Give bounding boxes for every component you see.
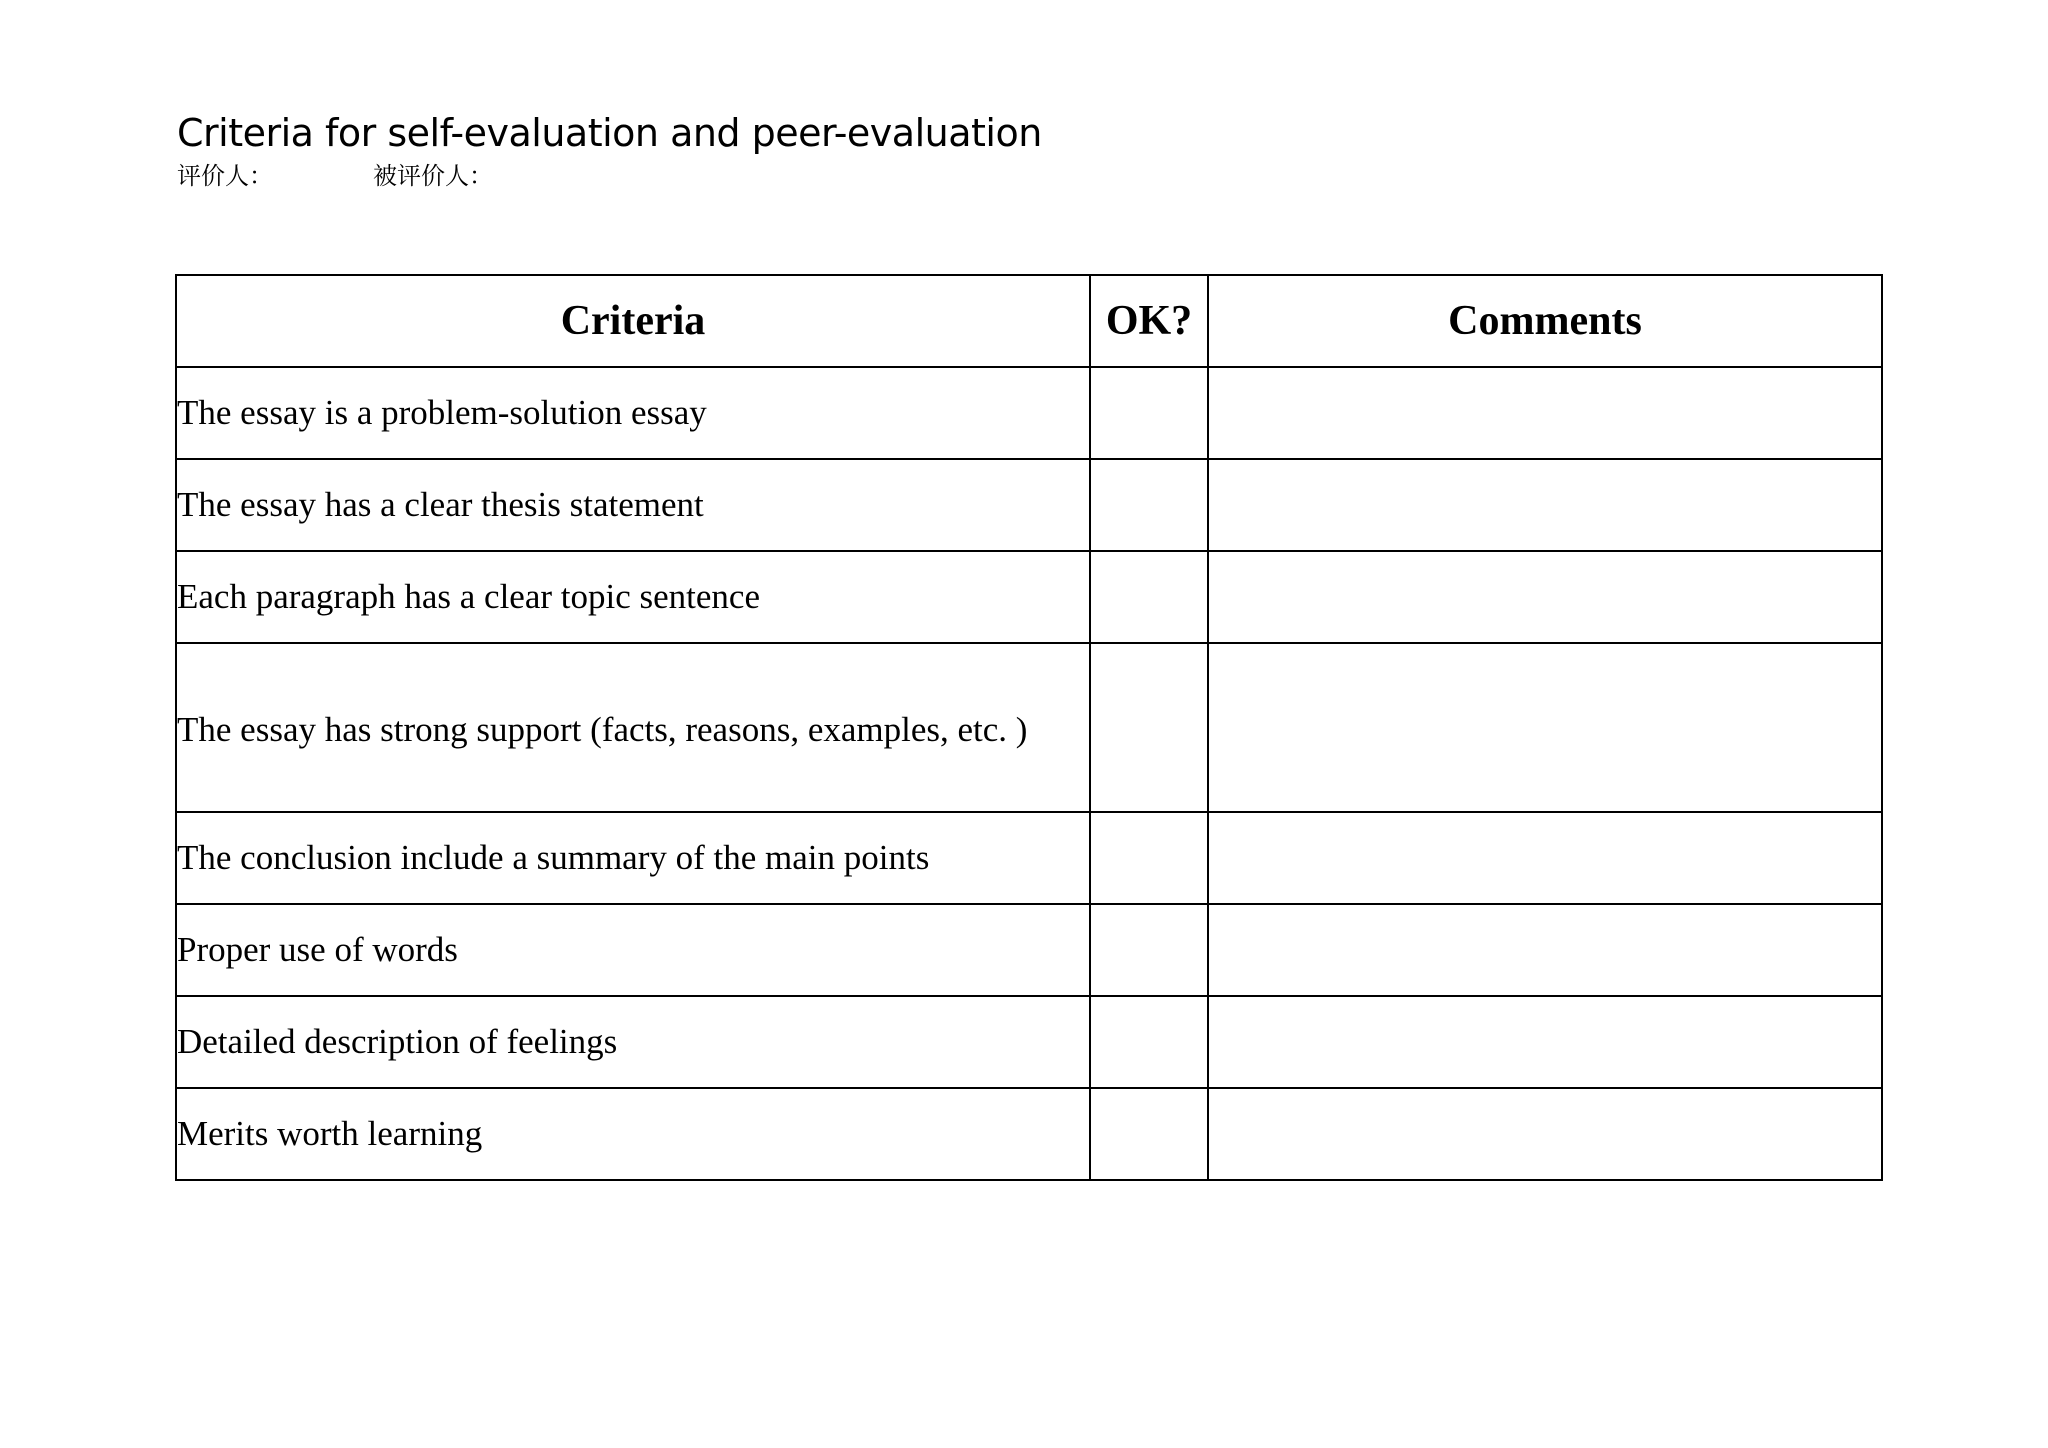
ok-cell[interactable] — [1090, 367, 1208, 459]
table-row — [176, 643, 1882, 812]
table-row — [176, 996, 1882, 1088]
criterion-cell: Each paragraph has a clear topic sentence — [176, 551, 1090, 643]
criterion-cell: The essay has strong support (facts, reasons, examples, etc. ) — [176, 643, 1090, 812]
comments-cell[interactable] — [1208, 812, 1882, 904]
comments-cell[interactable] — [1208, 904, 1882, 996]
table-row — [176, 551, 1882, 643]
table-header-row — [176, 275, 1882, 367]
ok-cell[interactable] — [1090, 1088, 1208, 1180]
criterion-cell: Detailed description of feelings — [176, 996, 1090, 1088]
evaluatee-label: 被评价人： — [373, 162, 493, 190]
header-criteria: Criteria — [176, 275, 1090, 367]
criterion-cell: The essay is a problem-solution essay — [176, 367, 1090, 459]
table-row — [176, 1088, 1882, 1180]
table-row — [176, 812, 1882, 904]
comments-cell[interactable] — [1208, 551, 1882, 643]
criterion-cell: Merits worth learning — [176, 1088, 1090, 1180]
evaluator-label: 评价人： — [177, 162, 273, 190]
comments-cell[interactable] — [1208, 459, 1882, 551]
document-title: Criteria for self-evaluation and peer-evaluation — [177, 111, 1042, 155]
criterion-cell: The conclusion include a summary of the main points — [176, 812, 1090, 904]
comments-cell[interactable] — [1208, 1088, 1882, 1180]
header-comments: Comments — [1208, 275, 1882, 367]
ok-cell[interactable] — [1090, 459, 1208, 551]
table-row — [176, 367, 1882, 459]
ok-cell[interactable] — [1090, 812, 1208, 904]
criteria-table — [175, 274, 1883, 1181]
table-row — [176, 459, 1882, 551]
ok-cell[interactable] — [1090, 996, 1208, 1088]
criterion-cell: The essay has a clear thesis statement — [176, 459, 1090, 551]
header-ok: OK? — [1090, 275, 1208, 367]
ok-cell[interactable] — [1090, 551, 1208, 643]
criterion-cell: Proper use of words — [176, 904, 1090, 996]
comments-cell[interactable] — [1208, 996, 1882, 1088]
comments-cell[interactable] — [1208, 367, 1882, 459]
comments-cell[interactable] — [1208, 643, 1882, 812]
ok-cell[interactable] — [1090, 904, 1208, 996]
ok-cell[interactable] — [1090, 643, 1208, 812]
table-row — [176, 904, 1882, 996]
